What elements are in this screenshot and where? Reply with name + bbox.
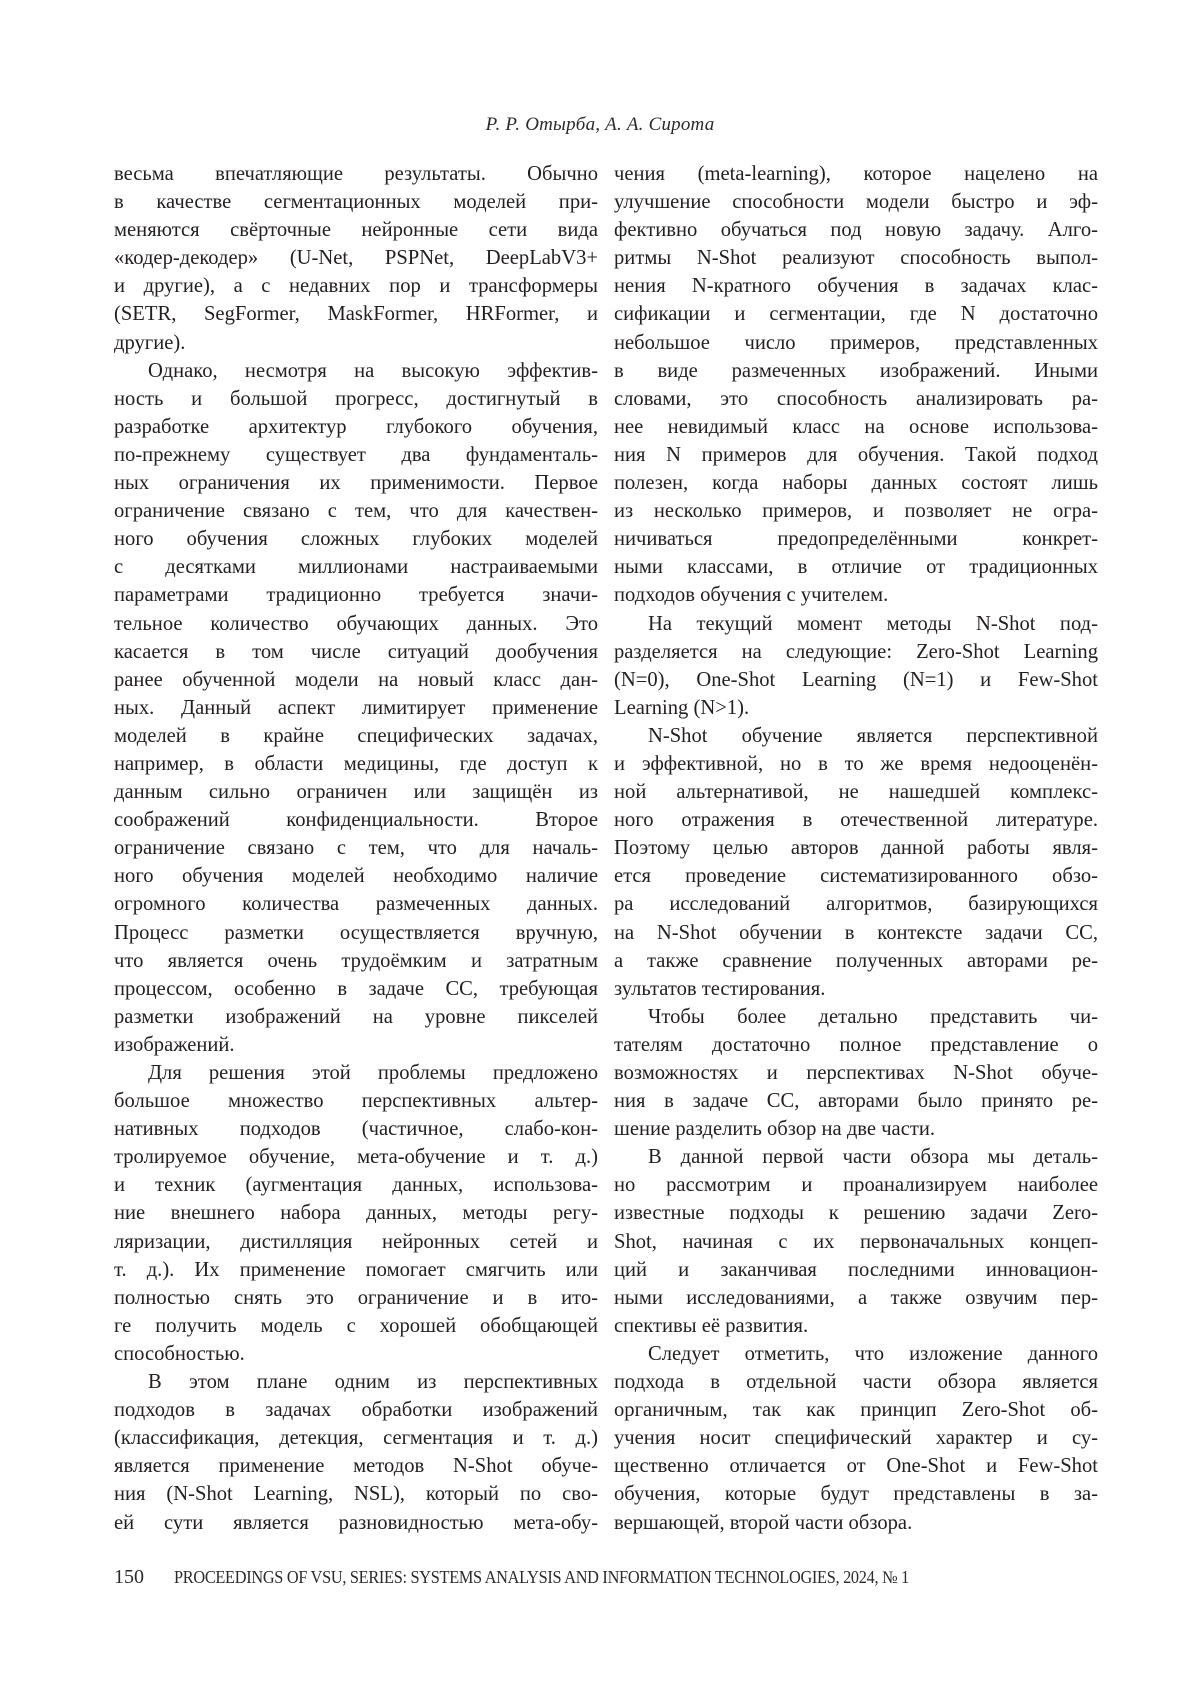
text-line: ных. Данный аспект лимитирует применение [114, 696, 598, 719]
text-line: способностью. [114, 1342, 245, 1365]
text-line: из несколько примеров, и позволяет не огра- [614, 500, 1098, 523]
text-line: изображений. [114, 1033, 235, 1056]
text-line: что является очень трудоёмким и затратным [114, 949, 598, 972]
text-line: небольшое число примеров, представленных [614, 331, 1098, 354]
text-line: словами, это способность анализировать ра- [614, 387, 1098, 410]
text-line: В этом плане одним из перспективных [148, 1371, 598, 1394]
text-line: ограничение связано с тем, что для качествен- [114, 500, 598, 523]
running-head-authors: Р. Р. Отырба, А. А. Сирота [485, 114, 715, 135]
text-line: ранее обученной модели на новый класс дан- [114, 668, 598, 691]
text-line: (классификация, детекция, сегментация и т. д.) [114, 1427, 598, 1450]
text-line: ций и заканчивая последними инновацион- [614, 1258, 1098, 1281]
text-line: и техник (аугментация данных, использова- [114, 1174, 598, 1197]
text-line: ние внешнего набора данных, методы регу- [114, 1202, 598, 1225]
text-line: огромного количества размеченных данных. [114, 893, 598, 916]
text-line: шение разделить обзор на две части. [614, 1118, 936, 1141]
text-line: спективы её развития. [614, 1314, 809, 1337]
text-line: ограничение связано с тем, что для началь- [114, 837, 598, 860]
text-line: подходов в задачах обработки изображений [114, 1399, 598, 1422]
text-line: ге получить модель с хорошей обобщающей [114, 1314, 598, 1337]
text-line: Shot, начиная с их первоначальных концеп- [614, 1230, 1098, 1253]
text-line: органичным, так как принцип Zero-Shot об- [614, 1399, 1098, 1422]
text-line: В данной первой части обзора мы деталь- [648, 1146, 1098, 1169]
text-line: Learning (N>1). [614, 696, 750, 719]
text-line: нативных подходов (частичное, слабо-кон- [114, 1118, 598, 1141]
text-line: большое множество перспективных альтер- [114, 1090, 598, 1113]
journal-title: PROCEEDINGS OF VSU, SERIES: SYSTEMS ANALYSIS AND INFORMATION TECHNOLOGIES, 2024, № 1 [174, 1567, 909, 1587]
text-line: Поэтому целью авторов данной работы явля- [614, 837, 1098, 860]
text-line: тателям достаточно полное представление о [614, 1033, 1098, 1056]
text-line: учения носит специфический характер и су- [614, 1427, 1098, 1450]
text-line: касается в том числе ситуаций дообучения [114, 640, 598, 663]
text-line: улучшение способности модели быстро и эф- [614, 191, 1098, 214]
text-line: весьма впечатляющие результаты. Обычно [114, 163, 598, 185]
text-line: полезен, когда наборы данных состоят лишь [614, 472, 1098, 495]
text-line: Однако, несмотря на высокую эффектив- [148, 359, 598, 382]
text-line: На текущий момент методы N-Shot под- [648, 612, 1098, 635]
text-line: Следует отметить, что изложение данного [648, 1342, 1098, 1365]
text-line: по-прежнему существует два фундаменталь- [114, 443, 598, 466]
text-line: на N-Shot обучении в контексте задачи СС, [614, 921, 1098, 944]
text-line: ного обучения сложных глубоких моделей [114, 528, 598, 551]
text-line: тельное количество обучающих данных. Это [114, 612, 598, 635]
text-line: вершающей, второй части обзора. [614, 1511, 913, 1534]
text-line: чения (meta-learning), которое нацелено на [614, 163, 1098, 185]
text-line: известные подходы к решению задачи Zero- [614, 1202, 1098, 1225]
text-line: и эффективной, но в то же время недооценён- [614, 752, 1098, 775]
text-line: ного отражения в отечественной литературе. [614, 809, 1098, 832]
text-line: ного обучения моделей необходимо наличие [114, 865, 598, 888]
text-line: разделяется на следующие: Zero-Shot Learning [614, 640, 1098, 663]
text-line: нения N-кратного обучения в задачах клас- [614, 275, 1098, 298]
text-line: параметрами традиционно требуется значи- [114, 584, 598, 607]
text-line: в виде размеченных изображений. Иными [614, 359, 1098, 382]
text-line: Процесс разметки осуществляется вручную, [114, 921, 598, 944]
text-line: ния в задаче СС, авторами было принято ре- [614, 1090, 1098, 1113]
text-line: «кодер-декодер» (U-Net, PSPNet, DeepLabV3+ [114, 247, 598, 270]
text-line: моделей в крайне специфических задачах, [114, 724, 598, 747]
text-line: в качестве сегментационных моделей при- [114, 191, 598, 214]
text-line: сификации и сегментации, где N достаточно [614, 303, 1098, 326]
text-line: ными классами, в отличие от традиционных [614, 556, 1098, 579]
text-line: процессом, особенно в задаче СС, требующая [114, 977, 598, 1000]
text-line: щественно отличается от One-Shot и Few-Shot [614, 1455, 1098, 1478]
text-line: ничиваться предопределёнными конкрет- [614, 528, 1098, 551]
text-line: например, в области медицины, где доступ к [114, 752, 598, 775]
page-footer [114, 1566, 1100, 1589]
text-line: ными исследованиями, а также озвучим пер- [614, 1286, 1098, 1309]
text-line: является применение методов N-Shot обуче- [114, 1455, 598, 1478]
text-line: N-Shot обучение является перспективной [648, 724, 1098, 747]
text-line: ной альтернативой, не нашедшей комплекс- [614, 781, 1098, 804]
page-number: 150 [114, 1566, 144, 1588]
text-line: зультатов тестирования. [614, 977, 826, 1000]
text-line: а также сравнение полученных авторами ре- [614, 949, 1098, 972]
text-line: Для решения этой проблемы предложено [148, 1062, 598, 1084]
text-line: обучения, которые будут представлены в за- [614, 1483, 1098, 1506]
text-line: ляризации, дистилляция нейронных сетей и [114, 1230, 598, 1253]
text-line: ных ограничения их применимости. Первое [114, 472, 598, 495]
text-line: и другие), а с недавних пор и трансформеры [114, 275, 598, 298]
text-line: нее невидимый класс на основе использова- [614, 415, 1098, 438]
text-line: ритмы N-Shot реализуют способность выпол- [614, 247, 1098, 270]
text-line: Чтобы более детально представить чи- [648, 1005, 1098, 1028]
text-line: ра исследований алгоритмов, базирующихся [614, 893, 1098, 916]
text-line: меняются свёрточные нейронные сети вида [114, 219, 598, 242]
text-line: данным сильно ограничен или защищён из [114, 781, 598, 804]
text-line: ния (N-Shot Learning, NSL), который по сво- [114, 1483, 598, 1506]
text-line: подхода в отдельной части обзора является [614, 1371, 1098, 1394]
text-line: другие). [114, 331, 186, 354]
text-line: возможностях и перспективах N-Shot обуче- [614, 1062, 1098, 1084]
text-line: полностью снять это ограничение и в ито- [114, 1286, 598, 1309]
text-line: ния N примеров для обучения. Такой подход [614, 443, 1098, 466]
text-line: ей сути является разновидностью мета-обу- [114, 1511, 598, 1534]
text-line: ется проведение систематизированного обзо- [614, 865, 1098, 888]
text-line: т. д.). Их применение помогает смягчить или [114, 1258, 598, 1281]
text-line: (N=0), One-Shot Learning (N=1) и Few-Shot [614, 668, 1098, 691]
text-line: подходов обучения с учителем. [614, 584, 889, 607]
text-line: соображений конфиденциальности. Второе [114, 809, 598, 832]
text-line: фективно обучаться под новую задачу. Алго- [614, 219, 1098, 242]
left-column [114, 160, 598, 1537]
text-line: разметки изображений на уровне пикселей [114, 1005, 598, 1028]
text-line: тролируемое обучение, мета-обучение и т. д.) [114, 1146, 598, 1169]
text-line: (SETR, SegFormer, MaskFormer, HRFormer, и [114, 303, 598, 326]
text-line: ность и большой прогресс, достигнутый в [114, 387, 598, 410]
right-column [614, 160, 1098, 1537]
text-line: разработке архитектур глубокого обучения, [114, 415, 598, 438]
text-line: с десятками миллионами настраиваемыми [114, 556, 598, 579]
text-line: но рассмотрим и проанализируем наиболее [614, 1174, 1098, 1197]
